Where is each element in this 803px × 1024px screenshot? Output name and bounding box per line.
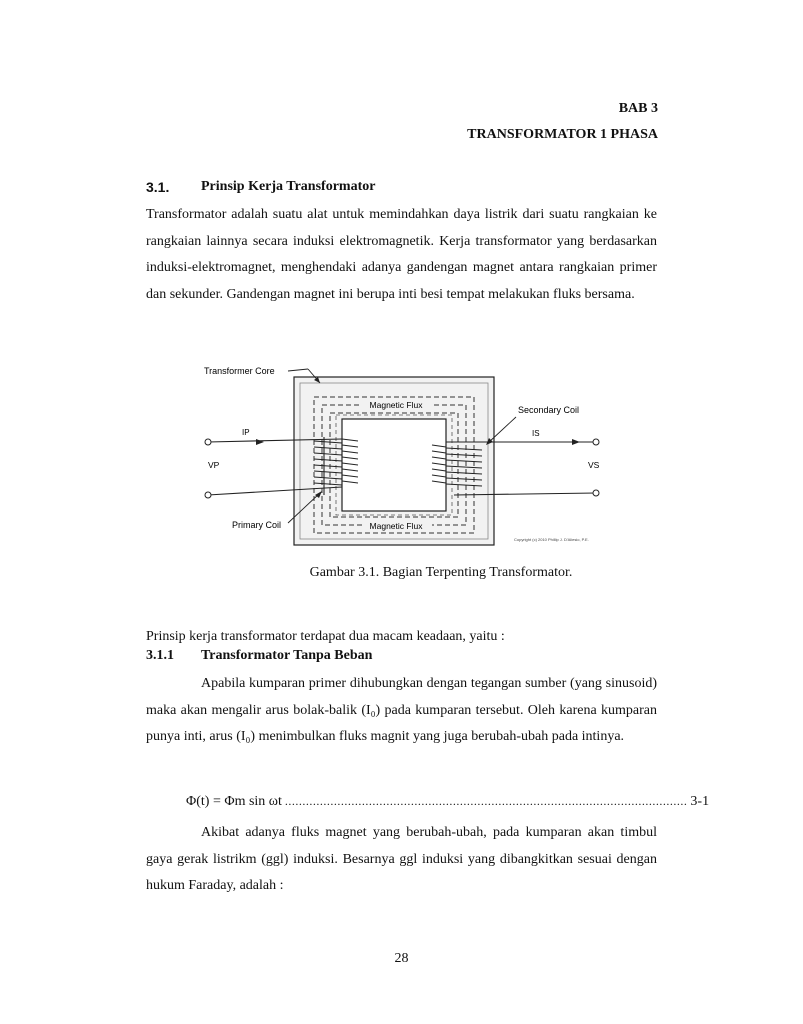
subsection-paragraph: Apabila kumparan primer dihubungkan dengan tegangan sumber (yang sinusoid) maka akan mengalir arus bolak-balik (I₀) pada kumparan tersebut. Oleh karena kumparan punya inti, arus (I₀) menimbulkan fluks magnit yang juga berubah-ubah pada intinya. xyxy=(146,676,657,744)
closing-paragraph: Akibat adanya fluks magnet yang berubah-ubah, pada kumparan akan timbul gaya gerak listrikm (ggl) induksi. Besarnya ggl induksi yang dibangkitkan sesuai dengan hukum Faraday, adalah : xyxy=(146,825,657,893)
section-title: Prinsip Kerja Transformator xyxy=(201,179,376,194)
section-number: 3.1. xyxy=(146,179,170,195)
equation-leader-dots: ................................................................................................................... xyxy=(284,794,688,808)
equation-expression: Φ(t) = Φm sin ωt xyxy=(186,794,282,809)
equation-number: 3-1 xyxy=(690,794,710,809)
secondary-current-arrow xyxy=(572,439,580,445)
equation-3-1 xyxy=(186,794,710,810)
primary-current-arrow xyxy=(256,439,264,445)
secondary-voltage-label: VS xyxy=(588,460,600,470)
primary-terminal-bottom xyxy=(205,492,211,498)
secondary-terminal-top xyxy=(593,439,599,445)
primary-current-label: IP xyxy=(242,428,250,437)
primary-voltage-label: VP xyxy=(208,460,220,470)
page-number: 28 xyxy=(394,951,409,966)
transformer-core-label: Transformer Core xyxy=(204,366,275,376)
intro-sentence: Prinsip kerja transformator terdapat dua macam keadaan, yaitu : xyxy=(146,629,505,644)
section-paragraph: Transformator adalah suatu alat untuk memindahkan daya listrik dari suatu rangkaian ke rangkaian lainnya secara induksi elektromagnetik. Kerja transformator yang berdasarkan induksi-elektromagnet, menghendaki adanya gandengan magnet antara rangkaian primer dan sekunder. Gandengan magnet ini berupa inti besi tempat melakukan fluks bersama. xyxy=(146,207,657,302)
subsection-title: Transformator Tanpa Beban xyxy=(201,648,373,663)
chapter-heading: BAB 3 xyxy=(618,101,658,116)
primary-terminal-top xyxy=(205,439,211,445)
flux-label-bottom: Magnetic Flux xyxy=(369,521,423,531)
secondary-terminal-bottom xyxy=(593,490,599,496)
primary-coil-label: Primary Coil xyxy=(232,520,282,530)
figure-copyright: Copyright (c) 2010 Phillip J. D'Aliesio, P.E. xyxy=(514,537,589,542)
transformer-diagram xyxy=(196,355,616,550)
figure-caption: Gambar 3.1. Bagian Terpenting Transformator. xyxy=(309,565,573,580)
flux-label-top: Magnetic Flux xyxy=(369,400,423,410)
subsection-number: 3.1.1 xyxy=(146,648,174,663)
secondary-current-label: IS xyxy=(532,429,540,438)
secondary-coil-label: Secondary Coil xyxy=(518,405,580,415)
chapter-title: TRANSFORMATOR 1 PHASA xyxy=(467,127,658,142)
